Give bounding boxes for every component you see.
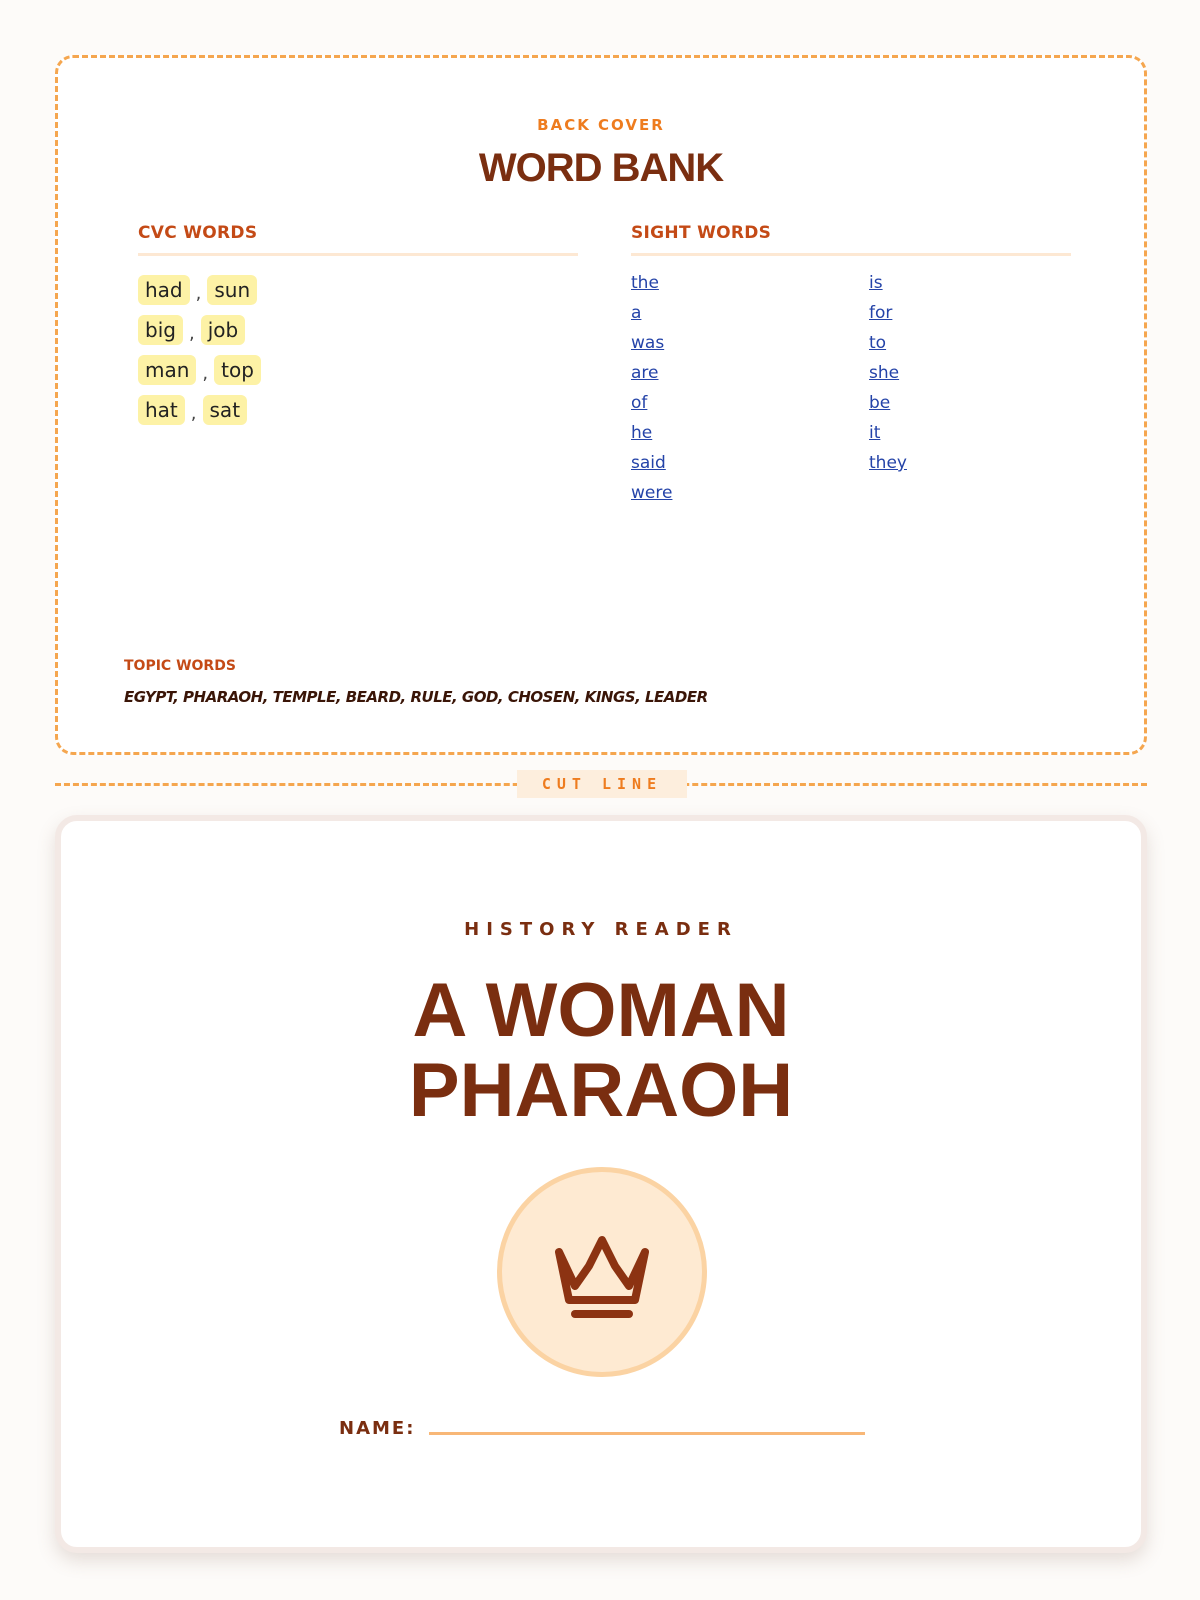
- cvc-word-row: [138, 390, 578, 430]
- crown-emblem: [497, 1167, 707, 1377]
- sight-words-heading: SIGHT WORDS: [631, 223, 1071, 256]
- name-write-line[interactable]: [429, 1432, 865, 1435]
- sight-words-column: [631, 223, 1071, 508]
- cvc-word-chip: had: [138, 275, 190, 305]
- cvc-word-chip: sun: [207, 275, 257, 305]
- back-cover-eyebrow: BACK COVER: [537, 116, 665, 134]
- book-title-line-2: PHARAOH: [408, 1048, 794, 1133]
- sight-word-link[interactable]: she: [869, 363, 900, 383]
- name-label: NAME:: [339, 1418, 416, 1439]
- cvc-word-chip: sat: [203, 395, 248, 425]
- cvc-word-chip: man: [138, 355, 196, 385]
- cvc-word-separator: ,: [188, 322, 195, 344]
- back-cover-card: [55, 55, 1147, 755]
- cvc-word-chip: job: [201, 315, 246, 345]
- cvc-word-row: [138, 310, 578, 350]
- cvc-words-column: [138, 223, 578, 430]
- topic-words-section: [124, 658, 1024, 706]
- topic-words-heading: TOPIC WORDS: [124, 658, 236, 674]
- cut-line-label: CUT LINE: [517, 770, 687, 798]
- topic-words-list: EGYPT, PHARAOH, TEMPLE, BEARD, RULE, GOD, CHOSEN, KINGS, LEADER: [124, 688, 708, 706]
- sight-word-link[interactable]: was: [631, 333, 665, 353]
- sight-word-link[interactable]: said: [631, 453, 666, 473]
- sight-word-link[interactable]: are: [631, 363, 659, 383]
- cvc-word-row: [138, 270, 578, 310]
- name-field: [339, 1418, 865, 1439]
- sight-word-link[interactable]: it: [869, 423, 881, 443]
- sight-word-link[interactable]: of: [631, 393, 648, 413]
- crown-icon: [547, 1222, 657, 1322]
- sight-word-link[interactable]: a: [631, 303, 642, 323]
- front-cover-card: [55, 815, 1147, 1553]
- word-bank-title: WORD BANK: [478, 146, 724, 190]
- cvc-word-separator: ,: [202, 362, 209, 384]
- cvc-word-separator: ,: [190, 402, 197, 424]
- cvc-word-row: [138, 350, 578, 390]
- history-reader-eyebrow: HISTORY READER: [464, 919, 738, 940]
- sight-word-link[interactable]: be: [869, 393, 891, 413]
- cvc-word-separator: ,: [195, 282, 202, 304]
- cvc-words-heading: CVC WORDS: [138, 223, 578, 256]
- sight-word-link[interactable]: they: [869, 453, 907, 473]
- sight-word-link[interactable]: were: [631, 483, 673, 503]
- cvc-word-chip: hat: [138, 395, 185, 425]
- sight-word-link[interactable]: he: [631, 423, 653, 443]
- book-title: [61, 968, 1141, 1133]
- book-title-line-1: A WOMAN: [412, 968, 790, 1053]
- sight-word-link[interactable]: for: [869, 303, 893, 323]
- sight-word-list: [631, 268, 1071, 508]
- cvc-word-list: [138, 270, 578, 430]
- sight-word-link[interactable]: the: [631, 273, 659, 293]
- cvc-word-chip: big: [138, 315, 183, 345]
- cvc-word-chip: top: [214, 355, 261, 385]
- sight-word-link[interactable]: is: [869, 273, 883, 293]
- sight-word-link[interactable]: to: [869, 333, 887, 353]
